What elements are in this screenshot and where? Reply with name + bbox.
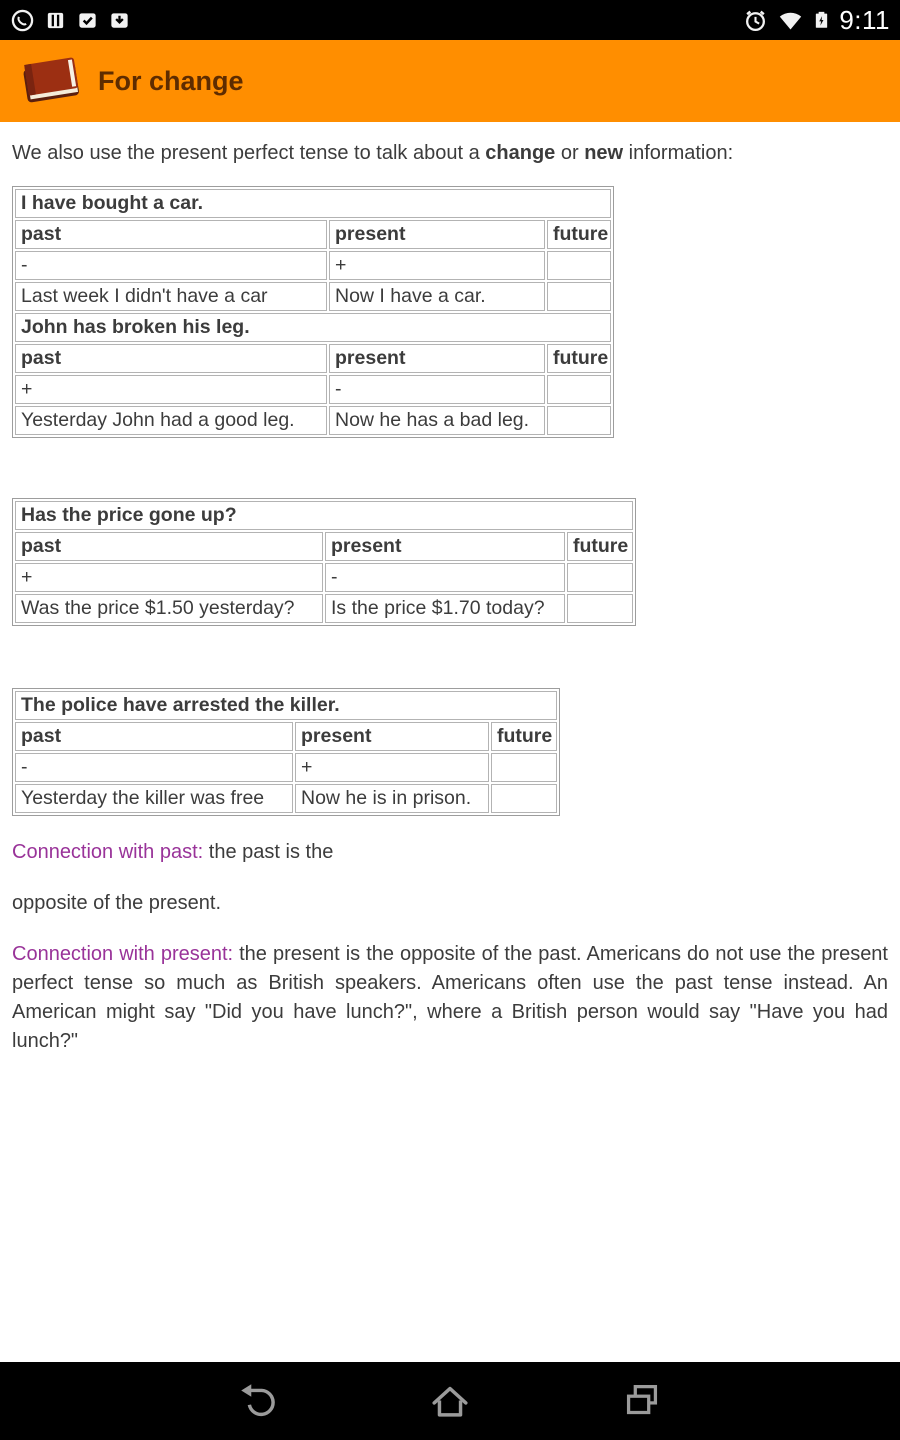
table-title: I have bought a car. [15,189,611,218]
example-cell: Is the price $1.70 today? [325,594,565,623]
sign-cell: - [325,563,565,592]
example-table-car-leg [12,186,614,438]
header-past: past [15,344,327,373]
page-title: For change [98,65,244,96]
table-example-row [15,594,633,623]
download-done-icon [76,9,99,32]
intro-bold-change: change [485,142,556,164]
sign-cell: + [15,563,323,592]
status-icons-left [10,8,131,33]
nav-recents-button[interactable] [619,1378,665,1424]
table-title-row [15,189,611,218]
note-past-label: Connection with past: [12,841,204,863]
example-cell: Now he is in prison. [295,784,489,813]
example-cell [567,594,633,623]
table-title-row [15,313,611,342]
nav-home-button[interactable] [427,1378,473,1424]
recents-icon [619,1378,665,1424]
table-title: The police have arrested the killer. [15,691,557,720]
content [0,122,900,1362]
home-icon [427,1378,473,1424]
nav-back-button[interactable] [235,1378,281,1424]
header-past: past [15,220,327,249]
navigation-bar [0,1362,900,1440]
sim-slots-icon [44,9,67,32]
wifi-icon [777,7,804,34]
sign-cell [567,563,633,592]
sign-cell: - [329,375,545,404]
header-present: present [295,722,489,751]
example-cell: Last week I didn't have a car [15,282,327,311]
note-present-text: the present is the opposite of the past. Americans do not use the present perfect tense so much as British speakers. Americans often use the past tense instead. An American might say "Did you have lunch?", where a British person would say "Have you had lunch?" [12,943,888,1052]
sign-cell [547,375,611,404]
table-sign-row [15,251,611,280]
example-table-killer [12,688,560,816]
table-header-row [15,722,557,751]
status-bar [0,0,900,40]
example-cell: Was the price $1.50 yesterday? [15,594,323,623]
table-title: Has the price gone up? [15,501,633,530]
note-connection-past-2: opposite of the present. [12,892,222,914]
table-sign-row [15,375,611,404]
table-example-row [15,784,557,813]
table-header-row [15,532,633,561]
alarm-icon [743,8,768,33]
note-connection-past [12,838,888,867]
note-past-text: the past is the [203,841,334,863]
table-example-row [15,282,611,311]
header-future: future [547,344,611,373]
note-connection-present [12,940,888,1056]
example-table-price [12,498,636,626]
sign-cell: - [15,251,327,280]
example-cell: Now I have a car. [329,282,545,311]
note-present-label: Connection with present: [12,943,234,965]
table-header-row [15,344,611,373]
table-sign-row [15,563,633,592]
example-cell [491,784,557,813]
sign-cell: + [329,251,545,280]
table-sign-row [15,753,557,782]
header-future: future [491,722,557,751]
back-icon [235,1378,281,1424]
download-icon [108,9,131,32]
header-future: future [567,532,633,561]
status-icons-right [743,5,890,36]
sign-cell: + [295,753,489,782]
table-title: John has broken his leg. [15,313,611,342]
example-cell [547,282,611,311]
intro-bold-new: new [584,142,624,164]
intro-part3: information: [623,142,734,164]
header-future: future [547,220,611,249]
header-present: present [329,220,545,249]
app-header [0,40,900,122]
battery-charging-icon [813,6,830,34]
intro-part2: or [555,142,585,164]
example-cell: Now he has a bad leg. [329,406,545,435]
sign-cell: + [15,375,327,404]
sign-cell [491,753,557,782]
table-title-row [15,501,633,530]
status-time: 9:11 [839,4,890,35]
sign-cell: - [15,753,293,782]
example-cell: Yesterday John had a good leg. [15,406,327,435]
sign-cell [547,251,611,280]
table-title-row [15,691,557,720]
header-present: present [325,532,565,561]
intro-part1: We also use the present perfect tense to talk about a [12,142,486,164]
table-example-row [15,406,611,435]
table-header-row [15,220,611,249]
header-present: present [329,344,545,373]
viber-icon [10,8,35,33]
example-cell [547,406,611,435]
book-icon [16,50,86,112]
example-cell: Yesterday the killer was free [15,784,293,813]
header-past: past [15,532,323,561]
intro-text [12,140,888,166]
header-past: past [15,722,293,751]
